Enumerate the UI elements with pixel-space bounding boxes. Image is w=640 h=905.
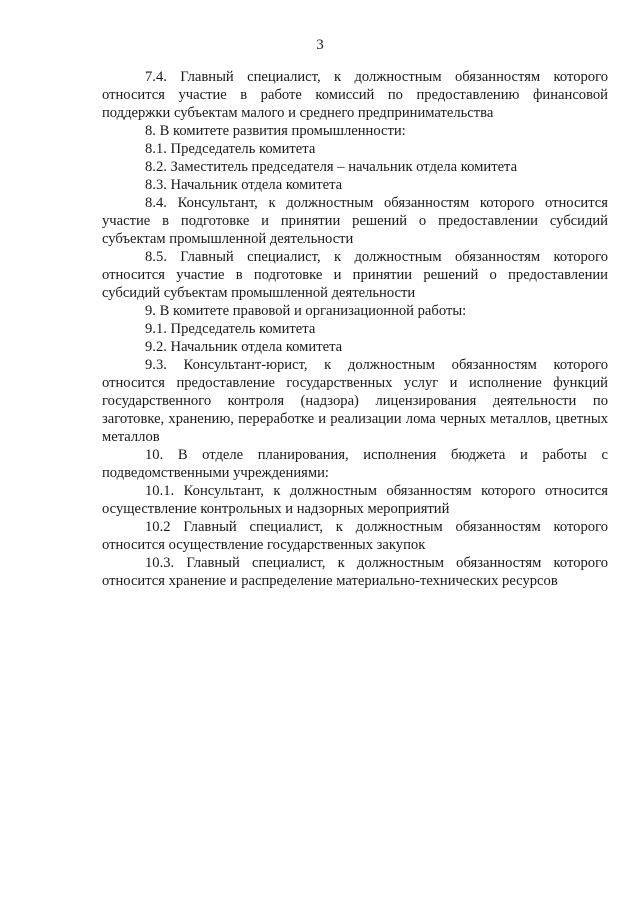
paragraph-8-4: 8.4. Консультант, к должностным обязанностям которого относится участие в подготовке и принятии решений о предоставлении субсидий субъектам промышленной деятельности: [102, 195, 608, 247]
paragraph-8-3: 8.3. Начальник отдела комитета: [145, 177, 343, 193]
paragraph-10-2: 10.2 Главный специалист, к должностным обязанностям которого относится осуществление государственных закупок: [102, 519, 608, 553]
paragraph-9-1: 9.1. Председатель комитета: [145, 321, 316, 337]
paragraph-9-2: 9.2. Начальник отдела комитета: [145, 339, 343, 355]
document-body: [102, 68, 608, 590]
paragraph-9: 9. В комитете правовой и организационной работы:: [145, 303, 467, 319]
paragraph-9-3: 9.3. Консультант-юрист, к должностным обязанностям которого относится предоставление государственных услуг и исполнение функций государственного контроля (надзора) лицензирования деятельности по заготовке, хранению, переработке и реализации лома черных металлов, цветных металлов: [102, 357, 608, 445]
paragraph-8: 8. В комитете развития промышленности:: [145, 123, 406, 139]
page-number: 3: [316, 37, 324, 53]
paragraph-10: 10. В отделе планирования, исполнения бюджета и работы с подведомственными учреждениями:: [102, 447, 608, 481]
paragraph-10-3: 10.3. Главный специалист, к должностным обязанностям которого относится хранение и распределение материально-технических ресурсов: [102, 555, 608, 589]
paragraph-10-1: 10.1. Консультант, к должностным обязанностям которого относится осуществление контрольных и надзорных мероприятий: [102, 483, 608, 517]
paragraph-8-2: 8.2. Заместитель председателя – начальник отдела комитета: [145, 159, 518, 175]
paragraph-7-4: 7.4. Главный специалист, к должностным обязанностям которого относится участие в работе комиссий по предоставлению финансовой поддержки субъектам малого и среднего предпринимательства: [102, 69, 608, 121]
paragraph-8-1: 8.1. Председатель комитета: [145, 141, 316, 157]
paragraph-8-5: 8.5. Главный специалист, к должностным обязанностям которого относится участие в подготовке и принятии решений о предоставлении субсидий субъектам промышленной деятельности: [102, 249, 608, 301]
